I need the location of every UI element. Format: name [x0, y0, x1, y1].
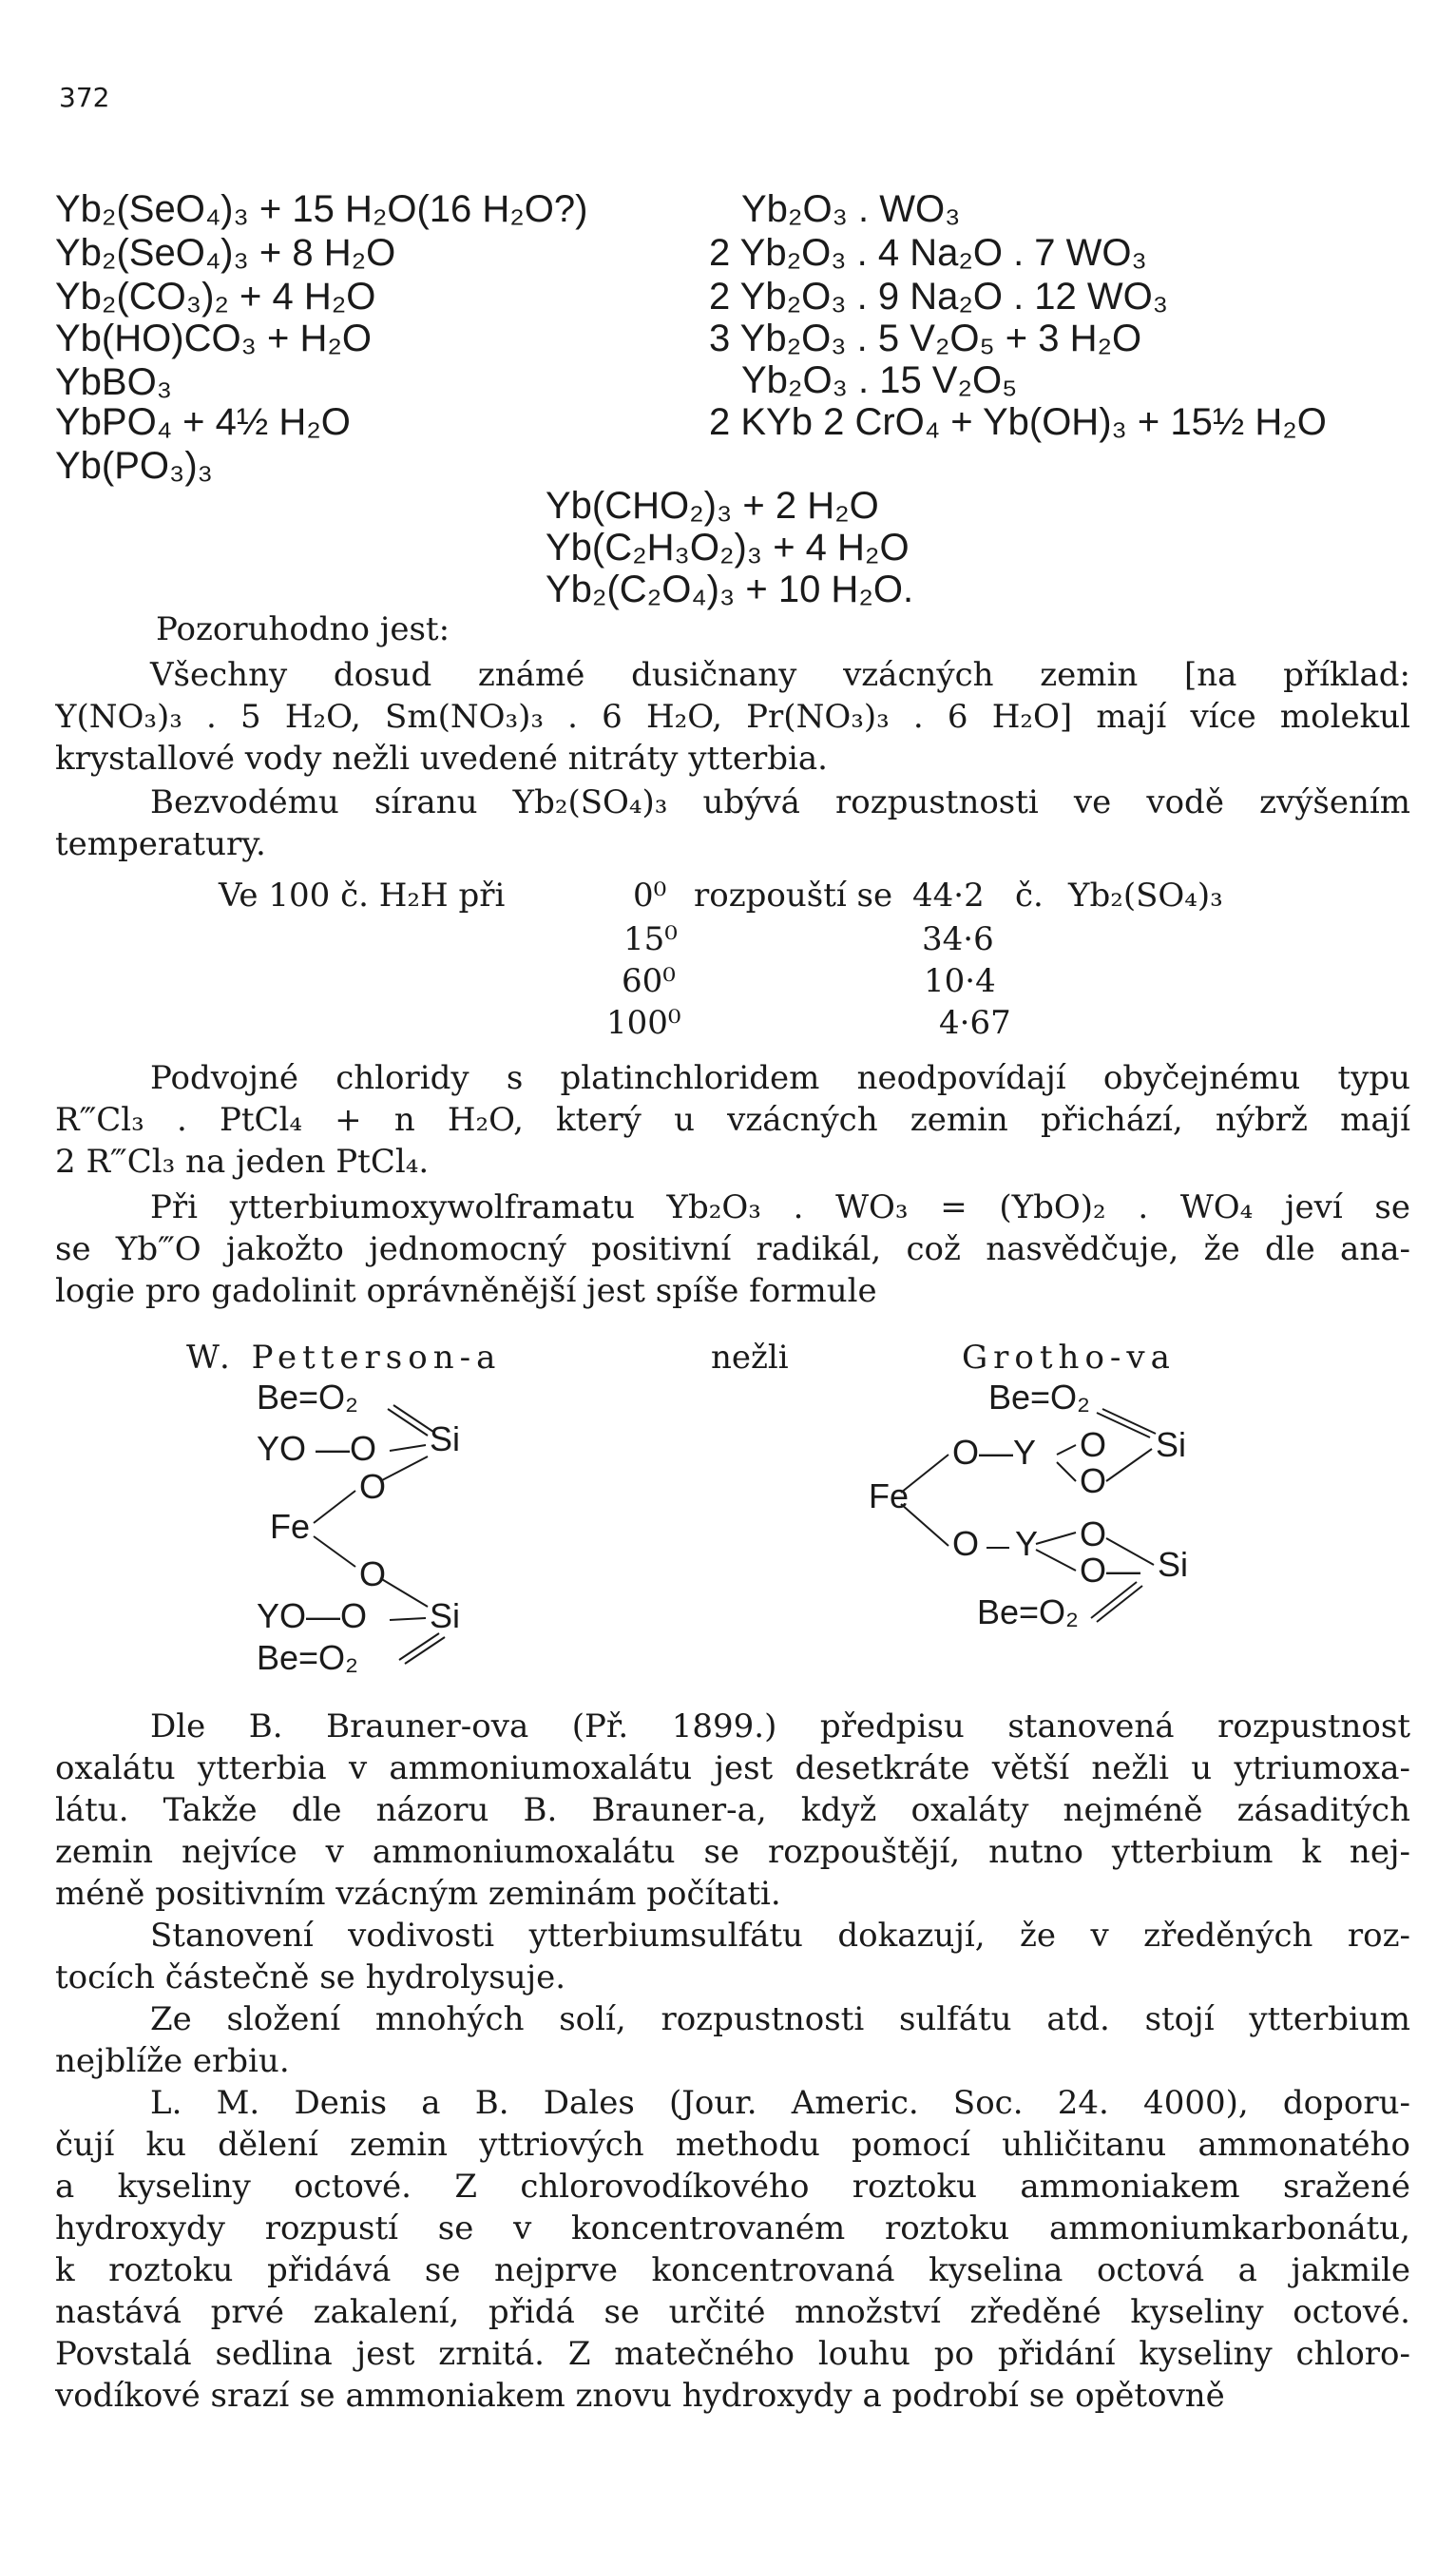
formula-left: Yb(HO)CO₃ + H₂O	[55, 318, 372, 359]
text-line: nastává prvé zakalení, přidá se určité množství zředěné kyseliny octové.	[55, 2293, 1410, 2331]
text-line: Dle B. Brauner-ova (Př. 1899.) předpisu stanovená rozpustnost	[150, 1707, 1410, 1745]
paragraph-oxywolframate	[55, 1186, 1410, 1312]
formula-right: Yb₂O₃ . WO₃	[741, 188, 961, 230]
text-line: logie pro gadolinit oprávněnější jest spíše formule	[55, 1272, 877, 1310]
text-line: méně positivním vzácným zeminám počítati.	[55, 1875, 781, 1913]
formula-left: YbPO₄ + 4½ H₂O	[55, 401, 351, 443]
yo-o2-label: YO—O	[257, 1596, 368, 1635]
paragraph-brauner	[55, 1706, 1410, 1915]
fe-label: Fe	[869, 1476, 910, 1515]
text-line: hydroxydy rozpustí se v koncentrovaném roztoku ammoniumkarbonátu,	[55, 2209, 1410, 2247]
petterson-title: W. Petterson-a	[186, 1339, 502, 1377]
paragraph-nitrates	[55, 654, 1410, 780]
y-label: Y	[1015, 1524, 1039, 1563]
value-cell: 4·67	[939, 1004, 1011, 1042]
text-line: Stanovení vodivosti ytterbiumsulfátu dokazují, že v zředěných roz-	[150, 1917, 1410, 1955]
si-label: Si	[430, 1419, 461, 1458]
oxygen-label: O	[1080, 1425, 1107, 1464]
text-line: oxalátu ytterbia v ammoniumoxalátu jest desetkráte větší nežli u ytriumoxa-	[55, 1749, 1410, 1787]
temp-cell: 15⁰	[623, 920, 678, 958]
fe-label: Fe	[270, 1507, 311, 1546]
page-number: 372	[59, 82, 110, 113]
text-line: látu. Takže dle názoru B. Brauner-a, když oxaláty nejméně zásaditých	[55, 1791, 1410, 1829]
pozoruhodno-heading: Pozoruhodno jest:	[156, 610, 450, 648]
petterson-structure-diagram	[238, 1379, 504, 1692]
be-o2-label: Be=O₂	[257, 1379, 359, 1417]
si-label: Si	[1156, 1425, 1187, 1464]
si-label: Si	[430, 1596, 461, 1635]
o-dash-label: O—	[1080, 1551, 1141, 1590]
formula-left: Yb₂(SeO₄)₃ + 8 H₂O	[55, 232, 396, 274]
formula-center: Yb₂(C₂O₄)₃ + 10 H₂O.	[546, 569, 914, 610]
value-cell: 10·4	[924, 962, 996, 1000]
oxygen-label: O	[359, 1554, 387, 1593]
formula-left: YbBO₃	[55, 361, 173, 403]
formula-right: 2 KYb 2 CrO₄ + Yb(OH)₃ + 15½ H₂O	[709, 401, 1327, 443]
paragraph-chlorides	[55, 1057, 1410, 1183]
oxygen-label: O	[1080, 1461, 1107, 1500]
formula-left: Yb(PO₃)₃	[55, 445, 213, 487]
text-line: vodíkové srazí se ammoniakem znovu hydroxydy a podrobí se opětovně	[55, 2377, 1225, 2415]
paragraph-sulfate	[55, 781, 1410, 865]
temp-cell: 0⁰	[633, 877, 667, 915]
text-line: čují ku dělení zemin yttriových methodu pomocí uhličitanu ammonatého	[55, 2126, 1410, 2164]
solubility-compound: Yb₂(SO₄)₃	[1068, 877, 1223, 915]
formula-right: 3 Yb₂O₃ . 5 V₂O₅ + 3 H₂O	[709, 318, 1142, 359]
formula-center: Yb(CHO₂)₃ + 2 H₂O	[546, 485, 879, 527]
formula-center: Yb(C₂H₃O₂)₃ + 4 H₂O	[546, 527, 910, 569]
solubility-verb: rozpouští se	[694, 877, 893, 915]
text-line: krystallové vody nežli uvedené nitráty ytterbia.	[55, 740, 828, 778]
text-line: 2 R‴Cl₃ na jeden PtCl₄.	[55, 1143, 430, 1181]
text-line: R‴Cl₃ . PtCl₄ + n H₂O, který u vzácných zemin přichází, nýbrž mají	[55, 1101, 1410, 1139]
paragraph-denis-dales	[55, 2082, 1410, 2417]
paragraph-conductivity	[55, 1915, 1410, 1998]
paragraph-erbium	[55, 1998, 1410, 2082]
text-line: k roztoku přidává se nejprve koncentrovaná kyselina octová a jakmile	[55, 2251, 1410, 2289]
text-line: zemin nejvíce v ammoniumoxalátu se rozpouštějí, nutno ytterbium k nej-	[55, 1833, 1410, 1871]
formula-right: Yb₂O₃ . 15 V₂O₅	[741, 359, 1018, 401]
yo-o-label: YO —O	[257, 1429, 377, 1468]
text-line: tocích částečně se hydrolysuje.	[55, 1958, 566, 1996]
be-o2-label: Be=O₂	[977, 1592, 1080, 1631]
comparison-word: nežli	[711, 1339, 789, 1377]
solubility-intro: Ve 100 č. H₂H při	[219, 877, 506, 915]
text-line: se Yb‴O jakožto jednomocný positivní radikál, což nasvědčuje, že dle ana-	[55, 1230, 1410, 1268]
oxygen-label: O	[359, 1467, 387, 1506]
o-y-label: O—Y	[952, 1433, 1037, 1472]
be-o2-label: Be=O₂	[988, 1379, 1091, 1417]
text-line: Při ytterbiumoxywolframatu Yb₂O₃ . WO₃ = (YbO)₂ . WO₄ jeví se	[150, 1188, 1410, 1226]
formula-left: Yb₂(CO₃)₂ + 4 H₂O	[55, 276, 376, 318]
formula-right: 2 Yb₂O₃ . 4 Na₂O . 7 WO₃	[709, 232, 1147, 274]
text-line: temperatury.	[55, 825, 266, 863]
text-line: nejblíže erbiu.	[55, 2042, 290, 2080]
text-line: Všechny dosud známé dusičnany vzácných zemin [na příklad:	[150, 656, 1410, 694]
text-line: Y(NO₃)₃ . 5 H₂O, Sm(NO₃)₃ . 6 H₂O, Pr(NO₃)₃ . 6 H₂O] mají více molekul	[55, 698, 1410, 736]
text-line: Podvojné chloridy s platinchloridem neodpovídají obyčejnému typu	[150, 1059, 1410, 1097]
text-line: a kyseliny octové. Z chlorovodíkového roztoku ammoniakem sražené	[55, 2168, 1410, 2206]
formula-left: Yb₂(SeO₄)₃ + 15 H₂O(16 H₂O?)	[55, 188, 588, 230]
formula-right: 2 Yb₂O₃ . 9 Na₂O . 12 WO₃	[709, 276, 1169, 318]
o-label: O	[952, 1524, 980, 1563]
oxygen-label: O	[1080, 1514, 1107, 1553]
be-o2-label: Be=O₂	[257, 1638, 359, 1677]
si-label: Si	[1158, 1545, 1189, 1584]
value-cell: 44·2	[912, 877, 985, 915]
groth-title: Grotho-va	[962, 1339, 1176, 1377]
solubility-unit: č.	[1015, 877, 1044, 915]
text-line: Bezvodému síranu Yb₂(SO₄)₃ ubývá rozpustnosti ve vodě zvýšením	[150, 783, 1410, 821]
temp-cell: 60⁰	[622, 962, 676, 1000]
temp-cell: 100⁰	[606, 1004, 681, 1042]
groth-structure-diagram	[855, 1379, 1217, 1692]
text-line: L. M. Denis a B. Dales (Jour. Americ. Soc. 24. 4000), doporu-	[150, 2084, 1410, 2122]
value-cell: 34·6	[922, 920, 994, 958]
text-line: Povstalá sedlina jest zrnitá. Z matečného louhu po přidání kyseliny chloro-	[55, 2335, 1410, 2373]
text-line: Ze složení mnohých solí, rozpustnosti sulfátu atd. stojí ytterbium	[150, 2000, 1410, 2038]
